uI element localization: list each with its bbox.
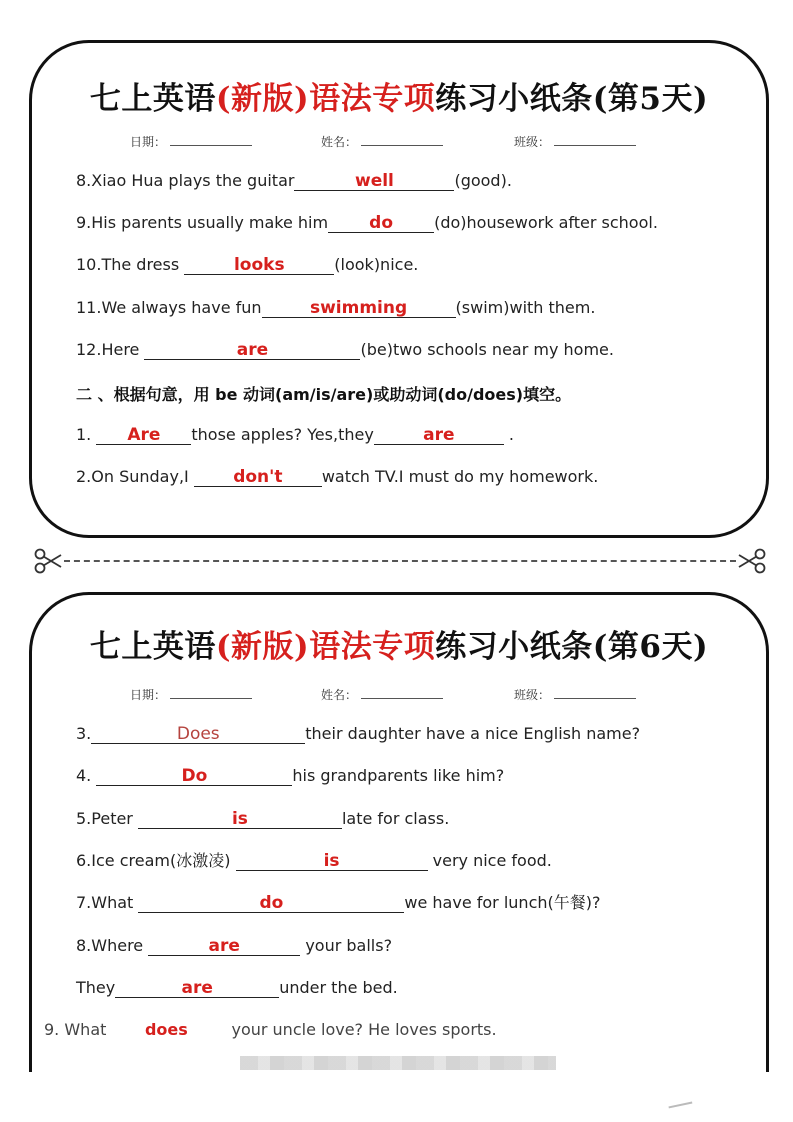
- question-text: very nice food.: [427, 851, 552, 870]
- question-text: their daughter have a nice English name?: [305, 724, 641, 743]
- question-text: those apples? Yes,they: [191, 425, 374, 444]
- section2-question-1: [76, 425, 514, 445]
- question-text: under the bed.: [279, 978, 398, 997]
- question-text: .: [503, 425, 514, 444]
- title-prefix: 七上英语: [89, 81, 216, 117]
- question-12: [76, 340, 614, 360]
- question-text: watch TV.I must do my homework.: [321, 467, 599, 486]
- question-text: 8.Where: [76, 936, 149, 955]
- answer-blank[interactable]: well: [294, 172, 454, 191]
- question-text: 2.On Sunday,I: [76, 467, 194, 486]
- date-field: [130, 133, 252, 150]
- answer-blank[interactable]: are: [144, 341, 360, 360]
- question-8: [76, 936, 392, 956]
- name-field: [321, 686, 443, 703]
- worksheet-card-day6: [29, 592, 769, 1072]
- class-field: [514, 133, 636, 150]
- name-blank[interactable]: [361, 687, 443, 699]
- question-text: 11.We always have fun: [76, 298, 262, 317]
- date-label: 日期：: [130, 135, 167, 149]
- question-8-answer-line: [76, 978, 398, 998]
- question-hint: (swim)with them.: [455, 298, 596, 317]
- question-text: 1.: [76, 425, 97, 444]
- question-10: [76, 255, 418, 275]
- date-blank[interactable]: [170, 687, 252, 699]
- answer-blank[interactable]: don't: [194, 468, 322, 487]
- question-text: 8.Xiao Hua plays the guitar: [76, 171, 295, 190]
- question-9: [76, 213, 658, 233]
- question-text: his grandparents like him?: [292, 766, 505, 785]
- name-field: [321, 133, 443, 150]
- answer-blank[interactable]: are: [115, 979, 279, 998]
- question-text: 7.What: [76, 893, 139, 912]
- answer-blank[interactable]: are: [374, 426, 504, 445]
- question-hint: (look)nice.: [334, 255, 419, 274]
- answer-blank[interactable]: swimming: [262, 299, 456, 318]
- scissors-icon: [738, 548, 766, 574]
- question-text: your balls?: [300, 936, 393, 955]
- answer-blank[interactable]: Does: [91, 725, 305, 744]
- section2-question-2: [76, 467, 598, 487]
- question-text: 9.His parents usually make him: [76, 213, 329, 232]
- answer-blank[interactable]: is: [236, 852, 428, 871]
- page-title: [32, 621, 766, 666]
- title-highlight: (新版)语法专项: [215, 629, 436, 665]
- question-text: 5.Peter: [76, 809, 138, 828]
- question-hint: (be)two schools near my home.: [360, 340, 614, 359]
- page-title: [32, 73, 766, 118]
- title-suffix: 练习小纸条(第6天): [435, 629, 709, 665]
- question-text: 9. What: [44, 1020, 107, 1039]
- scissors-icon: [34, 548, 62, 574]
- worksheet-card-day5: [29, 40, 769, 538]
- class-label: 班级：: [514, 135, 551, 149]
- answer-blank[interactable]: Do: [96, 767, 292, 786]
- question-text: 6.Ice cream(冰激凌): [76, 851, 236, 870]
- name-label: 姓名：: [321, 135, 358, 149]
- title-highlight: (新版)语法专项: [215, 81, 436, 117]
- title-suffix: 练习小纸条(第5天): [435, 81, 709, 117]
- cutoff-text-row: [44, 1020, 497, 1039]
- class-blank[interactable]: [554, 134, 636, 146]
- answer-blank[interactable]: looks: [184, 256, 334, 275]
- question-text: we have for lunch(午餐)?: [404, 893, 601, 912]
- question-text: 10.The dress: [76, 255, 185, 274]
- answer-blank[interactable]: do: [138, 894, 404, 913]
- date-label: 日期：: [130, 688, 167, 702]
- question-text: late for class.: [341, 809, 450, 828]
- name-label: 姓名：: [321, 688, 358, 702]
- date-field: [130, 686, 252, 703]
- question-5: [76, 809, 449, 829]
- question-text: 12.Here: [76, 340, 145, 359]
- cut-line: [34, 548, 766, 574]
- question-text: They: [76, 978, 116, 997]
- cutoff-question-9: [44, 1016, 744, 1039]
- class-blank[interactable]: [554, 687, 636, 699]
- question-4: [76, 766, 504, 786]
- dashed-divider: [64, 560, 736, 562]
- question-11: [76, 298, 595, 318]
- answer-blank[interactable]: are: [148, 937, 300, 956]
- title-prefix: 七上英语: [89, 629, 216, 665]
- date-blank[interactable]: [170, 134, 252, 146]
- question-hint: (do)housework after school.: [434, 213, 658, 232]
- question-hint: (good).: [454, 171, 512, 190]
- answer-blank[interactable]: does: [144, 1020, 188, 1039]
- answer-blank[interactable]: Are: [96, 426, 191, 445]
- name-blank[interactable]: [361, 134, 443, 146]
- section-heading: 二 、根据句意，用 be 动词(am/is/are)或助动词(do/does)填空。: [76, 385, 572, 404]
- blurred-mark: [668, 1098, 693, 1109]
- blurred-footer: [240, 1056, 556, 1070]
- question-3: [76, 724, 640, 744]
- question-text: your uncle love? He loves sports.: [226, 1020, 497, 1039]
- class-label: 班级：: [514, 688, 551, 702]
- answer-blank[interactable]: is: [138, 810, 342, 829]
- question-text: 3.: [76, 724, 92, 743]
- question-8: [76, 171, 512, 191]
- question-7: [76, 893, 600, 913]
- answer-blank[interactable]: do: [328, 214, 434, 233]
- question-text: 4.: [76, 766, 97, 785]
- class-field: [514, 686, 636, 703]
- question-6: [76, 851, 552, 871]
